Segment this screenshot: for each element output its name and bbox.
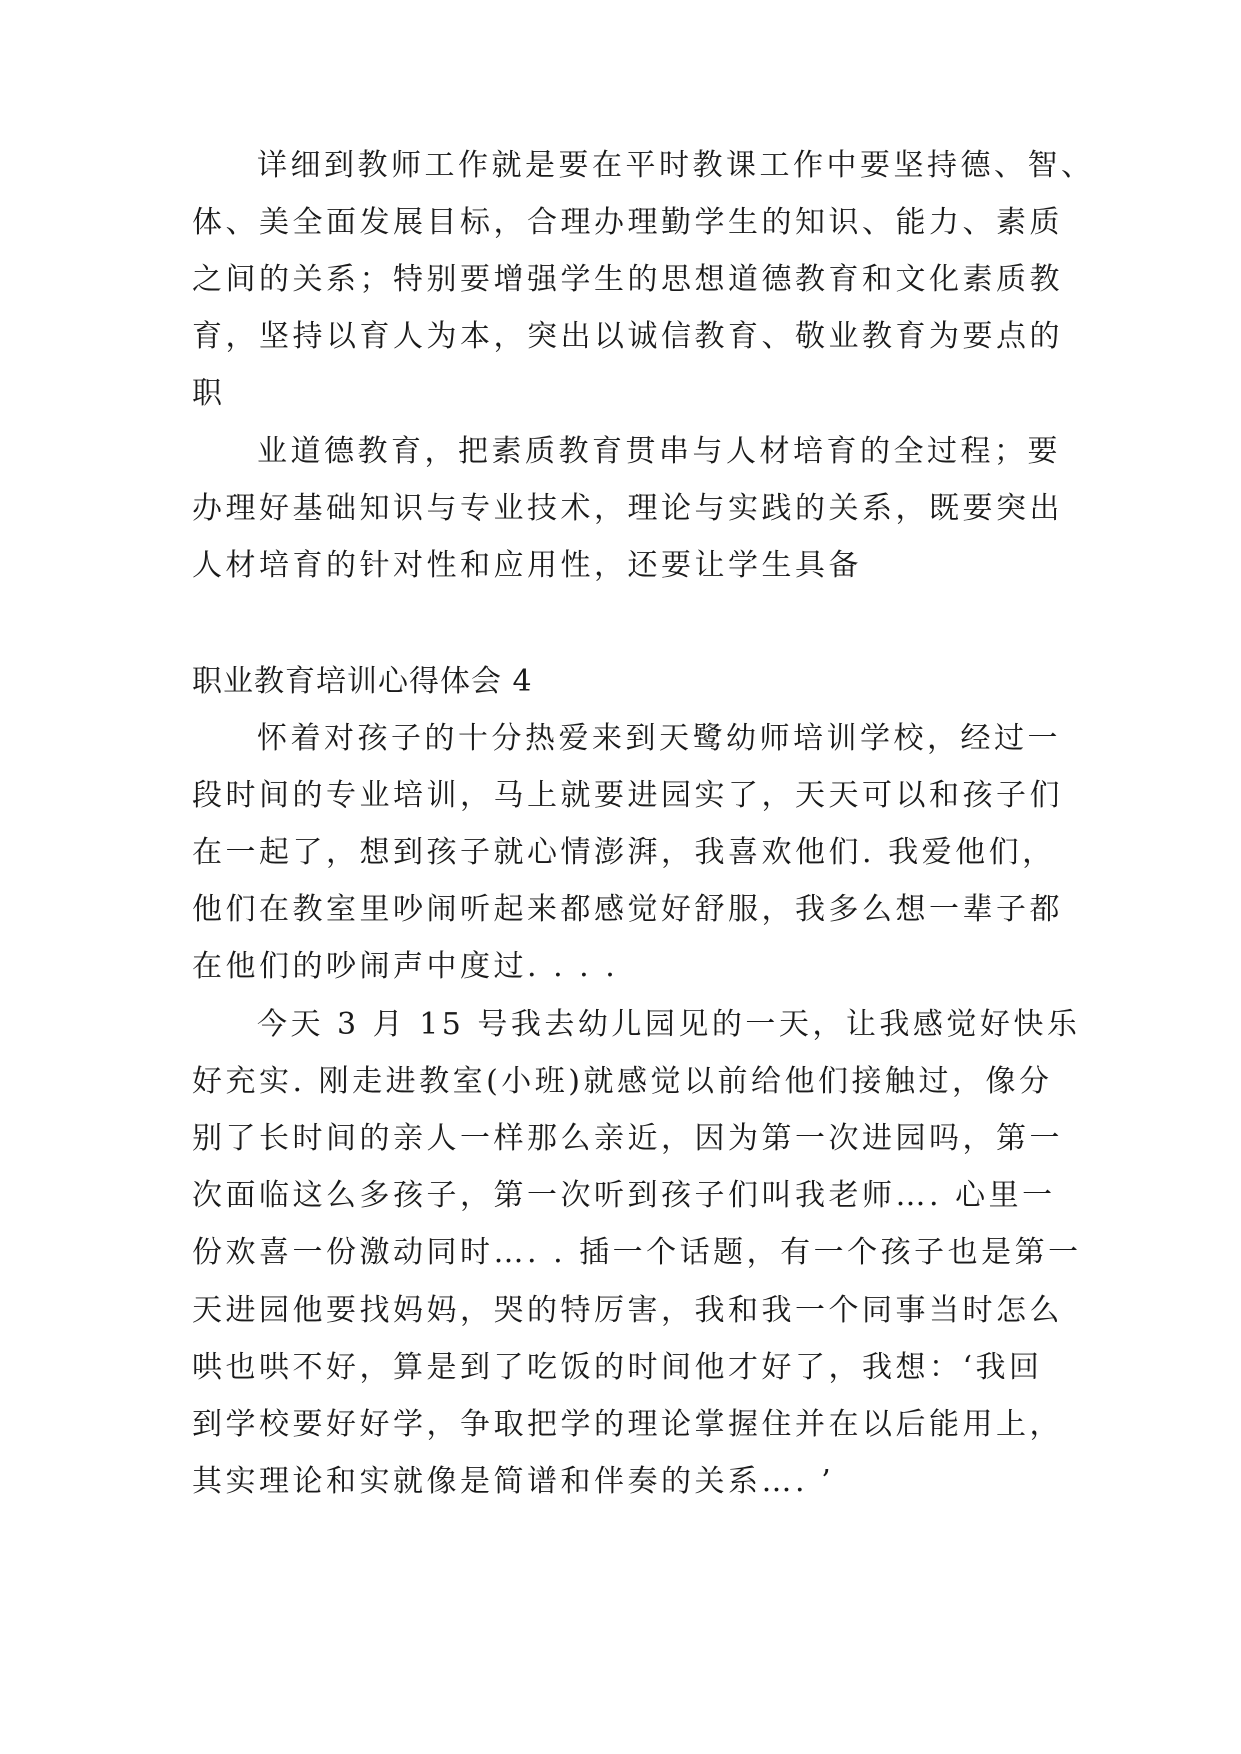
paragraph-line: 哄也哄不好，算是到了吃饭的时间他才好了，我想：‘我回 xyxy=(192,1350,1043,1385)
paragraph-line: 怀着对孩子的十分热爱来到天鹭幼师培训学校，经过一 xyxy=(257,721,1061,756)
paragraph-line: 次面临这么多孩子，第一次听到孩子们叫我老师…. 心里一 xyxy=(192,1178,1056,1213)
paragraph-line: 到学校要好好学，争取把学的理论掌握住并在以后能用上， xyxy=(192,1407,1063,1442)
paragraph-line: 之间的关系；特别要增强学生的思想道德教育和文化素质教 xyxy=(192,262,1063,297)
paragraph-line: 他们在教室里吵闹听起来都感觉好舒服，我多么想一辈子都 xyxy=(192,892,1063,927)
paragraph-line: 份欢喜一份激动同时…. . 插一个话题，有一个孩子也是第一 xyxy=(192,1235,1082,1270)
paragraph-line: 天进园他要找妈妈，哭的特厉害，我和我一个同事当时怎么 xyxy=(192,1293,1063,1328)
paragraph-line: 办理好基础知识与专业技术，理论与实践的关系，既要突出 xyxy=(192,491,1063,526)
paragraph-line: 在他们的吵闹声中度过. . . . xyxy=(192,949,619,984)
paragraph-line: 业道德教育，把素质教育贯串与人材培育的全过程；要 xyxy=(257,434,1061,469)
paragraph-line: 育，坚持以育人为本，突出以诚信教育、敬业教育为要点的 xyxy=(192,319,1063,354)
section-title: 职业教育培训心得体会 4 xyxy=(192,664,533,699)
paragraph-line: 今天 3 月 15 号我去幼儿园见的一天，让我感觉好快乐 xyxy=(257,1007,1081,1042)
paragraph-line: 详细到教师工作就是要在平时教课工作中要坚持德、智、 xyxy=(257,148,1095,183)
paragraph-line: 在一起了，想到孩子就心情澎湃，我喜欢他们. 我爱他们， xyxy=(192,835,1056,870)
paragraph-line: 其实理论和实就像是简谱和伴奏的关系…. ’ xyxy=(192,1464,835,1499)
paragraph-line: 段时间的专业培训，马上就要进园实了，天天可以和孩子们 xyxy=(192,778,1063,813)
paragraph-line: 职 xyxy=(192,376,226,411)
paragraph-line: 好充实. 刚走进教室(小班)就感觉以前给他们接触过，像分 xyxy=(192,1064,1053,1099)
paragraph-line: 人材培育的针对性和应用性，还要让学生具备 xyxy=(192,548,862,583)
paragraph-line: 体、美全面发展目标，合理办理勤学生的知识、能力、素质 xyxy=(192,205,1063,240)
paragraph-line: 别了长时间的亲人一样那么亲近，因为第一次进园吗，第一 xyxy=(192,1121,1063,1156)
